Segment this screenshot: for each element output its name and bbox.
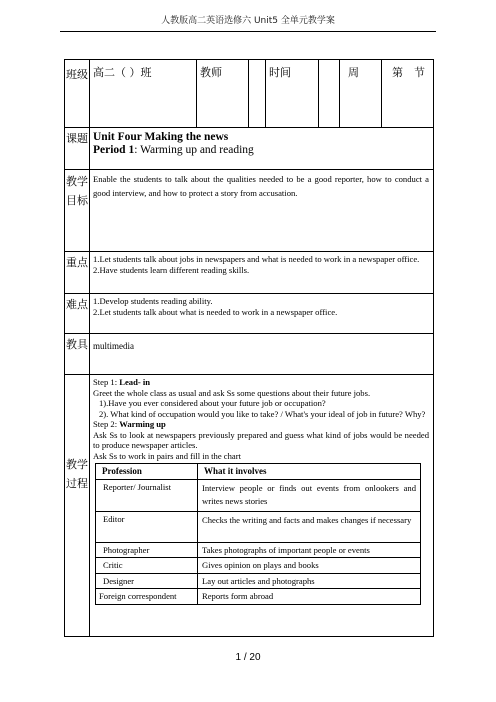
- involves-cell: Reports form abroad: [198, 589, 421, 605]
- period-subtitle: : Warming up and reading: [134, 144, 254, 156]
- page-number: 1 / 20: [235, 652, 261, 663]
- involves-cell: Interview people or finds out events from onlookers and writes news stories: [198, 479, 421, 511]
- profession-cell: Editor: [96, 511, 198, 542]
- question-2: 2). What kind of occupation would you like to take? / What's your ideal of job in future? Why?: [99, 408, 426, 419]
- topic-cell: [90, 128, 434, 170]
- teacher-value: [249, 60, 266, 128]
- difficulty-2: 2.Let students talk about what is needed to work in a newspaper office.: [93, 306, 338, 317]
- period-title: [93, 144, 430, 157]
- key-points-cell: [90, 252, 434, 294]
- difficulties-cell: [90, 294, 434, 334]
- page-header: 人教版高二英语选修六 Unit5 全单元教学案: [161, 16, 335, 26]
- profession-chart: [95, 463, 421, 605]
- header-rule: [60, 31, 436, 32]
- key-point-1: 1.Let students talk about jobs in newspapers and what is needed to work in a newspaper office.: [93, 254, 420, 264]
- involves-cell: Checks the writing and facts and makes changes if necessary: [198, 511, 421, 542]
- week-label: 周: [340, 60, 382, 128]
- unit-title: Unit Four Making the news: [93, 131, 229, 143]
- chart-row: [96, 542, 421, 558]
- step1-heading: [93, 377, 429, 388]
- step2-title: Warming up: [119, 419, 166, 429]
- period-number: Period 1: [93, 144, 135, 156]
- chart-row: [96, 573, 421, 589]
- profession-cell: Designer: [96, 573, 198, 589]
- question-1: 1).Have you ever considered about your future job or occupation?: [99, 398, 326, 408]
- chart-header-profession: Profession: [96, 464, 198, 480]
- step1-prefix: Step 1:: [93, 377, 120, 387]
- profession-cell: Reporter/ Journalist: [96, 479, 198, 511]
- topic-label: 课题: [65, 128, 90, 170]
- chart-row: [96, 558, 421, 574]
- aims-label: 教学目标: [65, 170, 90, 252]
- chart-header-row: [96, 464, 421, 480]
- time-label: 时间: [266, 60, 319, 128]
- aims-text: Enable the students to talk about the qualities needed to be a good reporter, how to conduct a good interview, and how to protect a story from accusation.: [90, 170, 434, 252]
- chart-header-involves: What it involves: [198, 464, 421, 480]
- key-points-label: 重点: [65, 252, 90, 294]
- step2-prefix: Step 2:: [93, 419, 120, 429]
- step1-title: Lead- in: [119, 377, 151, 387]
- class-value: 高二（ ）班: [90, 60, 197, 128]
- aids-value: multimedia: [90, 334, 434, 375]
- difficulty-1: 1.Develop students reading ability.: [93, 296, 213, 306]
- involves-cell: Gives opinion on plays and books: [198, 558, 421, 574]
- step2-text: Ask Ss to look at newspapers previously prepared and guess what kind of jobs would be needed to produce newspaper articles.: [93, 429, 429, 450]
- difficulties-label: 难点: [65, 294, 90, 334]
- chart-row: [96, 479, 421, 511]
- process-cell: [90, 375, 434, 637]
- step2-heading: [93, 419, 429, 430]
- key-point-2: 2.Have students learn different reading skills.: [93, 264, 250, 275]
- involves-cell: Lay out articles and photographs: [198, 573, 421, 589]
- teacher-label: 教师: [197, 60, 249, 128]
- aids-label: 教具: [65, 334, 90, 375]
- process-label: 教学过程: [65, 375, 90, 637]
- step1-text: Greet the whole class as usual and ask Ss some questions about their future jobs.: [93, 387, 371, 398]
- chart-row: [96, 589, 421, 605]
- chart-row: [96, 511, 421, 542]
- time-value: [319, 60, 340, 128]
- lesson-plan-table: [64, 59, 434, 637]
- involves-cell: Takes photographs of important people or events: [198, 542, 421, 558]
- profession-cell: Critic: [96, 558, 198, 574]
- profession-cell: Foreign correspondent: [96, 589, 198, 605]
- section-label: 第 节: [382, 60, 434, 128]
- step2-instruction: Ask Ss to work in pairs and fill in the chart: [93, 450, 241, 461]
- class-label: 班级: [65, 60, 90, 128]
- profession-cell: Photographer: [96, 542, 198, 558]
